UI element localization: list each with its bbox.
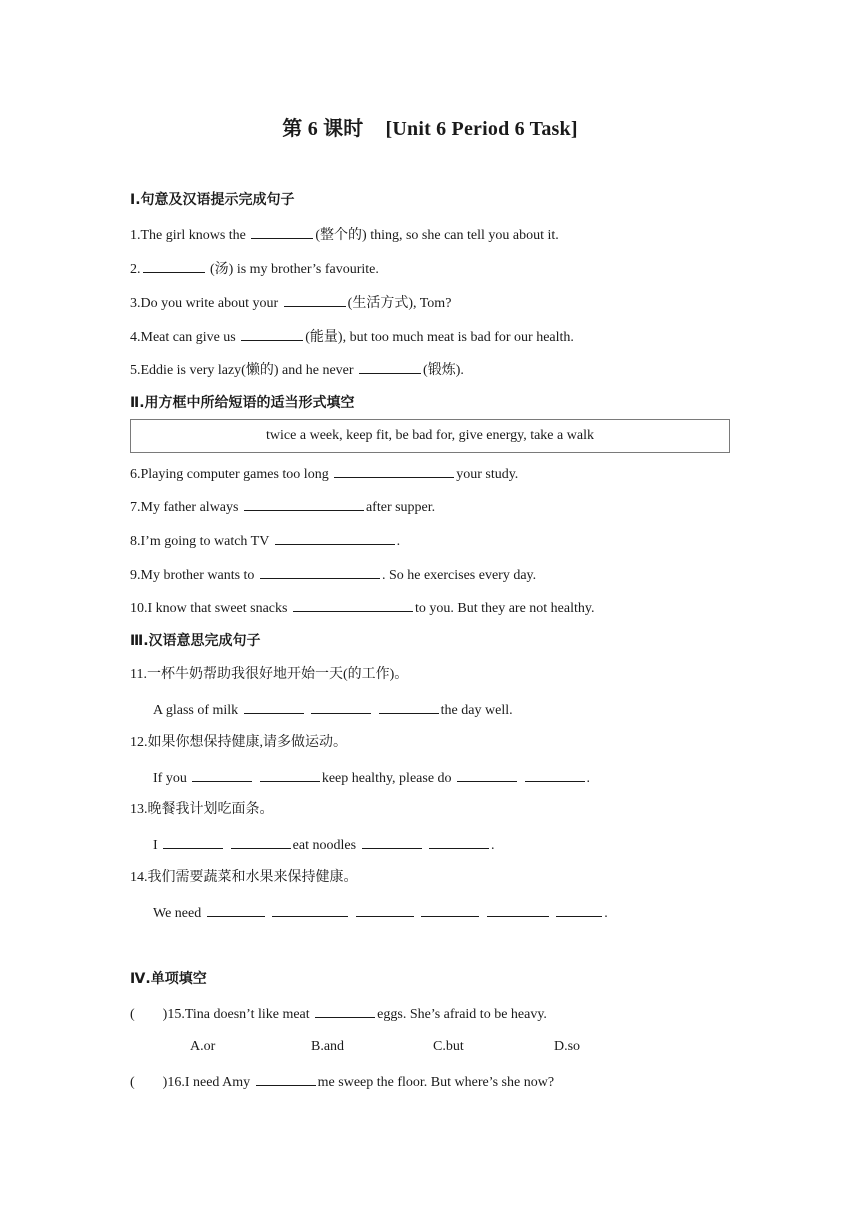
answer-blank[interactable] <box>421 902 479 917</box>
answer-blank[interactable] <box>260 767 320 782</box>
answer-blank[interactable] <box>334 463 454 478</box>
answer-blank[interactable] <box>525 767 585 782</box>
answer-blank[interactable] <box>260 564 380 579</box>
answer-blank[interactable] <box>284 292 346 307</box>
option-d[interactable]: D.so <box>554 1039 581 1054</box>
question-6: 6.Playing computer games too long your study. <box>130 463 518 485</box>
question-14: We need . <box>153 902 608 924</box>
answer-blank[interactable] <box>311 699 371 714</box>
question-14-chinese: 14.我们需要蔬菜和水果来保持健康。 <box>130 870 358 885</box>
question-15: ( )15.Tina doesn’t like meat eggs. She’s afraid to be heavy. <box>130 1003 547 1025</box>
answer-blank[interactable] <box>207 902 265 917</box>
question-8: 8.I’m going to watch TV . <box>130 530 400 552</box>
answer-blank[interactable] <box>429 834 489 849</box>
answer-blank[interactable] <box>293 597 413 612</box>
question-13: I eat noodles . <box>153 834 495 856</box>
question-12: If you keep healthy, please do . <box>153 767 590 789</box>
answer-blank <box>315 1003 375 1018</box>
option-c[interactable]: C.but <box>433 1039 464 1054</box>
answer-blank[interactable] <box>359 359 421 374</box>
answer-blank[interactable] <box>192 767 252 782</box>
question-13-chinese: 13.晚餐我计划吃面条。 <box>130 802 274 817</box>
section-2-heading: Ⅱ.用方框中所给短语的适当形式填空 <box>130 395 355 411</box>
question-9: 9.My brother wants to . So he exercises every day. <box>130 564 536 586</box>
question-1: 1.The girl knows the (整个的) thing, so she can tell you about it. <box>130 224 559 246</box>
option-b[interactable]: B.and <box>311 1039 345 1054</box>
section-1-heading: Ⅰ.句意及汉语提示完成句子 <box>130 192 295 208</box>
question-11: A glass of milk the day well. <box>153 699 513 721</box>
answer-paren[interactable]: ( ) <box>130 1075 168 1090</box>
question-5: 5.Eddie is very lazy(懒的) and he never (锻炼). <box>130 359 464 381</box>
answer-blank[interactable] <box>362 834 422 849</box>
answer-blank <box>256 1071 316 1086</box>
answer-blank[interactable] <box>457 767 517 782</box>
question-2: 2. (汤) is my brother’s favourite. <box>130 258 379 280</box>
page-title <box>0 112 860 141</box>
answer-paren[interactable]: ( ) <box>130 1007 168 1022</box>
answer-blank[interactable] <box>143 258 205 273</box>
question-3: 3.Do you write about your (生活方式), Tom? <box>130 292 451 314</box>
answer-blank[interactable] <box>272 902 348 917</box>
section-3-heading: Ⅲ.汉语意思完成句子 <box>130 633 261 649</box>
answer-blank[interactable] <box>379 699 439 714</box>
question-7: 7.My father always after supper. <box>130 496 435 518</box>
answer-blank[interactable] <box>241 326 303 341</box>
question-16: ( )16.I need Amy me sweep the floor. But where’s she now? <box>130 1071 554 1093</box>
question-4: 4.Meat can give us (能量), but too much meat is bad for our health. <box>130 326 574 348</box>
answer-blank[interactable] <box>244 699 304 714</box>
answer-blank[interactable] <box>163 834 223 849</box>
title-unit: [Unit 6 Period 6 Task] <box>385 118 578 140</box>
option-a[interactable]: A.or <box>190 1039 216 1054</box>
answer-blank[interactable] <box>251 224 313 239</box>
phrase-box: twice a week, keep fit, be bad for, give energy, take a walk <box>130 419 730 453</box>
answer-blank[interactable] <box>556 902 602 917</box>
title-lesson: 第 6 课时 <box>282 118 364 140</box>
answer-blank[interactable] <box>275 530 395 545</box>
answer-blank[interactable] <box>244 496 364 511</box>
section-4-heading: Ⅳ.单项填空 <box>130 971 207 987</box>
answer-blank[interactable] <box>487 902 549 917</box>
answer-blank[interactable] <box>231 834 291 849</box>
question-12-chinese: 12.如果你想保持健康,请多做运动。 <box>130 735 347 750</box>
answer-blank[interactable] <box>356 902 414 917</box>
question-11-chinese: 11.一杯牛奶帮助我很好地开始一天(的工作)。 <box>130 667 409 682</box>
question-10: 10.I know that sweet snacks to you. But they are not healthy. <box>130 597 594 619</box>
